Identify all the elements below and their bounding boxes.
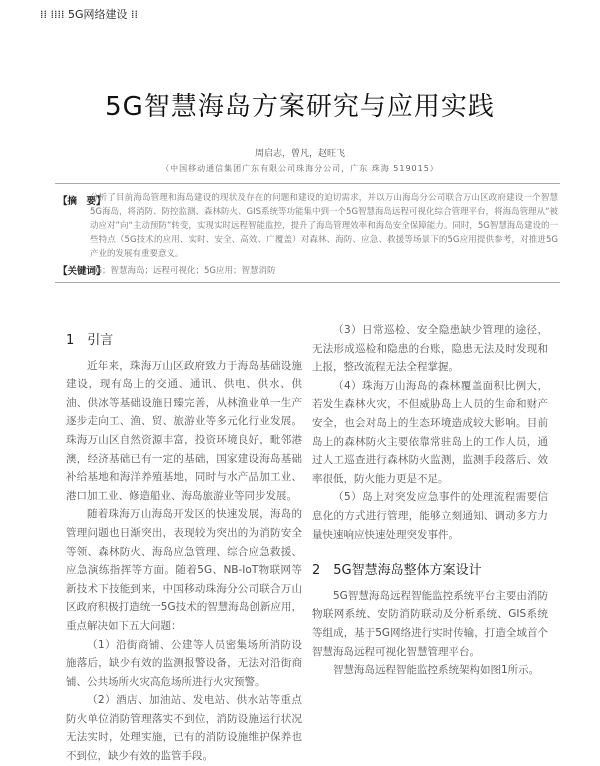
- keywords-label: 【关键词】: [58, 266, 106, 277]
- paragraph: 随着珠海万山海岛开发区的快速发展，海岛的管理问题也日渐突出，表现较为突出的为消防安全等领、森林防火、海岛应急管理、综合应急救援、应急演练指挥等方面。随着5G、NB-IoT物联网等新技术下技能到来，中国移动珠海分公司联合万山区政府积极打造统一5G技术的智慧海岛创新应用，重点解决如下五大问题：: [66, 508, 302, 632]
- column-right: [312, 321, 548, 680]
- divider: [55, 282, 560, 283]
- paragraph: 5G智慧海岛远程智能监控系统平台主要由消防物联网系统、安防消防联动及分析系统、GIS系统等组成，基于5G网络进行实时传输，打造全域首个智慧海岛远程可视化智慧管理平台。: [312, 589, 548, 658]
- keywords-text: 5G；智慧海岛；远程可视化；5G应用；智慧消防: [90, 266, 276, 276]
- paragraph: （2）酒店、加油站、发电站、供水站等重点防火单位消防管理落实不到位，消防设施运行状况无法实时，处理实施，已有的消防设施维护保养也不到位，缺少有效的监管手段。: [66, 694, 302, 763]
- paragraph: （4）珠海万山海岛的森林覆盖面积比例大，若发生森林火灾，不但威胁岛上人员的生命和财产安全，也会对岛上的生态环境造成较大影响。目前岛上的森林防火主要依靠常驻岛上的工作人员，通过人工巡查进行森林防火监测，监测手段落后、效率很低，防火能力更是不足。: [312, 379, 548, 485]
- column-left: [66, 330, 302, 766]
- affiliation: （中国移动通信集团广东有限公司珠海分公司，广东 珠海 519015）: [161, 164, 439, 173]
- divider: [55, 183, 560, 184]
- paragraph: （5）岛上对突发应急事件的处理流程需要信息化的方式进行管理，能够立刻通知、调动多方力量快速响应快速处理突发事件。: [312, 491, 548, 541]
- paragraph: （3）日常巡检、安全隐患缺少管理的途径，无法形成巡检和隐患的台账，隐患无法及时发现和上报，整改流程无法全程掌握。: [312, 324, 548, 374]
- paragraph: 近年来，珠海万山区政府致力于海岛基础设施建设，现有岛上的交通、通讯、供电、供水、供油、供冰等基础设施日臻完善，从林渔业单一生产逐步走向工、渔、贸、旅游业等多元化行业发展。珠海万山区自然资源丰富，投资环境良好，毗邻港澳，经济基础已有一定的基础，国家建设海岛基础补给基地和海洋养殖基地，同时与水产品加工业、港口加工业、修造船业、海岛旅游业等同步发展。: [66, 359, 302, 502]
- paragraph: 智慧海岛远程智能监控系统架构如图1所示。: [333, 664, 540, 677]
- abstract-label: 【摘 要】: [58, 196, 106, 207]
- running-head: ⁞⁞ ⁞⁞⁞⁞ 5G网络建设 ⁞⁞: [40, 8, 138, 21]
- authors: 周启志，曾凡，赵旺飞: [254, 149, 345, 159]
- paragraph: （1）沿街商铺、公建等人员密集场所消防设施落后，缺少有效的监测报警设备，无法对沿街商铺、公共场所火灾高危场所进行火灾预警。: [66, 638, 302, 688]
- section-heading: 2 5G智慧海岛整体方案设计: [312, 563, 482, 579]
- abstract-text: 分析了目前海岛管理和海岛建设的现状及存在的问题和建设的迫切需求，并以万山海岛分公司联合万山区政府建设一个智慧5G海岛，将消防、防控监测、森林防火、GIS系统等功能集中到一个5G智慧海岛远程可视化综合管理平台，将海岛管理从“被动应对”向“主动预防”转变，实现实时远程智能监控，提升了海岛管理效率和海岛安全保障能力。同时，5G智慧海岛建设的一些特点（5G技术的应用、实时、安全、高效、广覆盖）对森林、海防、应急、救援等场景下的5G应用提供参考，对推进5G产业的发展有重要意义。: [90, 193, 558, 259]
- paper-title: 5G智慧海岛方案研究与应用实践: [105, 92, 495, 122]
- section-heading: 1 引言: [66, 333, 114, 348]
